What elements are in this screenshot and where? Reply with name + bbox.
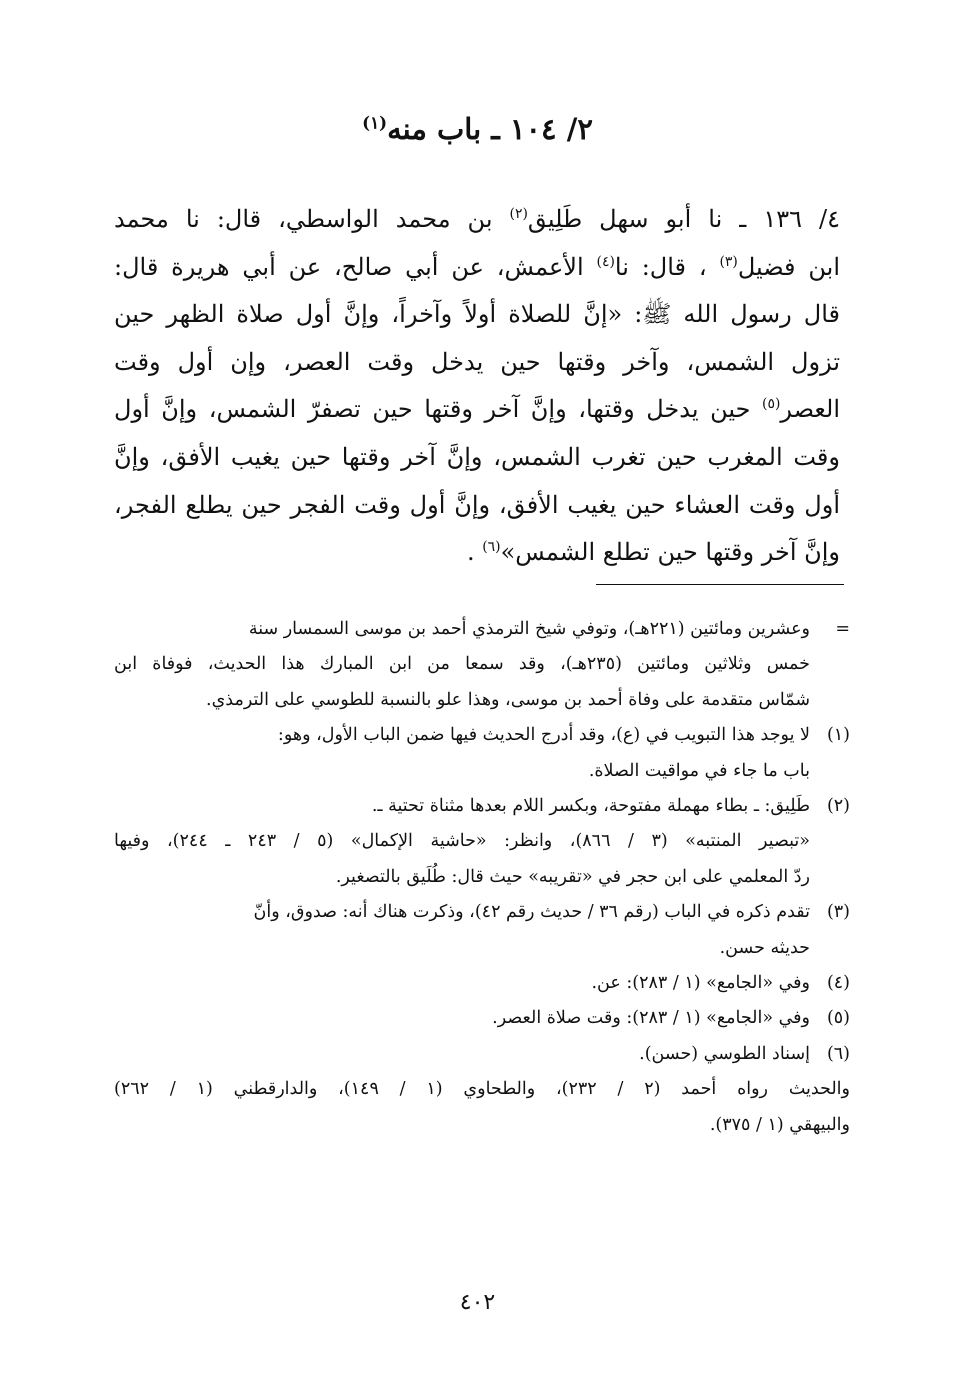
chapter-heading: [0, 104, 955, 154]
footnote-1: [114, 718, 850, 753]
text-segment: ٤/ ١٣٦ ـ نا أبو سهل طَلِيق: [527, 205, 840, 233]
hadith-text: [114, 196, 840, 577]
footnote-text: وفي «الجامع» (١ / ٢٨٣): عن.: [591, 973, 810, 994]
footnote-3: [114, 895, 850, 930]
footnote-2: [114, 789, 850, 824]
footnotes: [114, 612, 850, 1143]
text-line: [114, 386, 840, 434]
footnote-ref: (٣): [719, 253, 738, 270]
heading-footnote-ref: (١): [362, 112, 388, 133]
footnote-text: حديثه حسن.: [719, 937, 810, 958]
chapter-heading-text: ٢/ ١٠٤ ـ باب منه: [387, 112, 593, 146]
footnote-number: (٣): [826, 902, 850, 923]
footnote-text: وفي «الجامع» (١ / ٢٨٣): وقت صلاة العصر.: [492, 1008, 810, 1029]
footnote-text: شمّاس متقدمة على وفاة أحمد بن موسى، وهذا علو بالنسبة للطوسي على الترمذي.: [206, 689, 810, 710]
footnote-number: (٢): [826, 796, 850, 817]
footnote-4: [114, 966, 850, 1001]
text-line: قال رسول الله ﷺ: «إنَّ للصلاة أولاً وآخراً، وإنَّ أول صلاة الظهر حين: [114, 300, 840, 329]
footnote-text: ردّ المعلمي على ابن حجر في «تقريبه» حيث قال: طُلَيق بالتصغير.: [335, 866, 810, 887]
text-segment: ابن فضيل: [737, 252, 840, 281]
footnote-text: لا يوجد هذا التبويب في (ع)، وقد أدرج الحديث فيها ضمن الباب الأول، وهو:: [277, 725, 810, 746]
footnote-text: إسناد الطوسي (حسن).: [639, 1043, 810, 1064]
footnote-ref: (٢): [509, 206, 528, 222]
footnote-continuation: [114, 612, 850, 647]
footnote-separator: [596, 584, 844, 585]
text-line: وقت المغرب حين تغرب الشمس، وإنَّ آخر وقتها حين يغيب الأفق، وإنَّ: [114, 442, 840, 471]
footnote-text: طَلِيق: ـ بطاء مهملة مفتوحة، وبكسر اللام بعدها مثناة تحتية ـ.: [371, 796, 810, 817]
text-line: أول وقت العشاء حين يغيب الأفق، وإنَّ أول وقت الفجر حين يطلع الفجر،: [114, 490, 840, 519]
text-line: [114, 244, 840, 292]
footnote-text: والحديث رواه أحمد (٢ / ٢٣٢)، والطحاوي (١ / ١٤٩)، والدارقطني (١ / ٢٦٢): [114, 1079, 850, 1100]
footnote-text: باب ما جاء في مواقيت الصلاة.: [588, 760, 810, 781]
footnote-text: «تبصير المنتبه» (٣ / ٨٦٦)، وانظر: «حاشية الإكمال» (٥ / ٢٤٣ ـ ٢٤٤)، وفيها: [114, 831, 810, 852]
page-number: ٤٠٢: [459, 1290, 496, 1315]
continuation-mark: =: [835, 619, 850, 639]
text-line: [114, 529, 840, 577]
text-segment: الأعمش، عن أبي صالح، عن أبي هريرة قال:: [114, 252, 597, 281]
text-segment: بن محمد الواسطي، قال: نا محمد: [114, 205, 510, 233]
text-segment: العصر: [780, 395, 840, 424]
footnote-text: والبيهقي (١ / ٣٧٥).: [709, 1114, 850, 1135]
footnote-number: (٥): [826, 1008, 850, 1029]
text-line: تزول الشمس، وآخر وقتها حين يدخل وقت العصر، وإن أول وقت: [114, 347, 840, 376]
footnote-ref: (٦): [482, 539, 501, 556]
footnote-number: (٦): [826, 1043, 850, 1064]
footnote-text: وعشرين ومائتين (٢٢١هـ)، وتوفي شيخ الترمذي أحمد بن موسى السمسار سنة: [248, 619, 810, 639]
footnote-6: [114, 1037, 850, 1072]
footnote-text: خمس وثلاثين ومائتين (٢٣٥هـ)، وقد سمعا من ابن المبارك هذا الحديث، فوفاة ابن: [114, 654, 810, 675]
text-segment: ، قال: نا: [614, 252, 720, 281]
text-segment: وإنَّ آخر وقتها حين تطلع الشمس»: [500, 538, 840, 567]
footnote-ref: (٤): [596, 253, 615, 270]
text-line: [114, 196, 840, 244]
text-segment: .: [466, 538, 483, 567]
footnote-ref: (٥): [762, 396, 781, 413]
text-segment: حين يدخل وقتها، وإنَّ آخر وقتها حين تصفرّ الشمس، وإنَّ أول: [114, 395, 763, 424]
footnote-text: تقدم ذكره في الباب (رقم ٣٦ / حديث رقم ٤٢)، وذكرت هناك أنه: صدوق، وأنّ: [253, 902, 810, 923]
footnote-number: (١): [826, 725, 850, 746]
footnote-number: (٤): [826, 973, 850, 994]
footnote-5: [114, 1001, 850, 1036]
